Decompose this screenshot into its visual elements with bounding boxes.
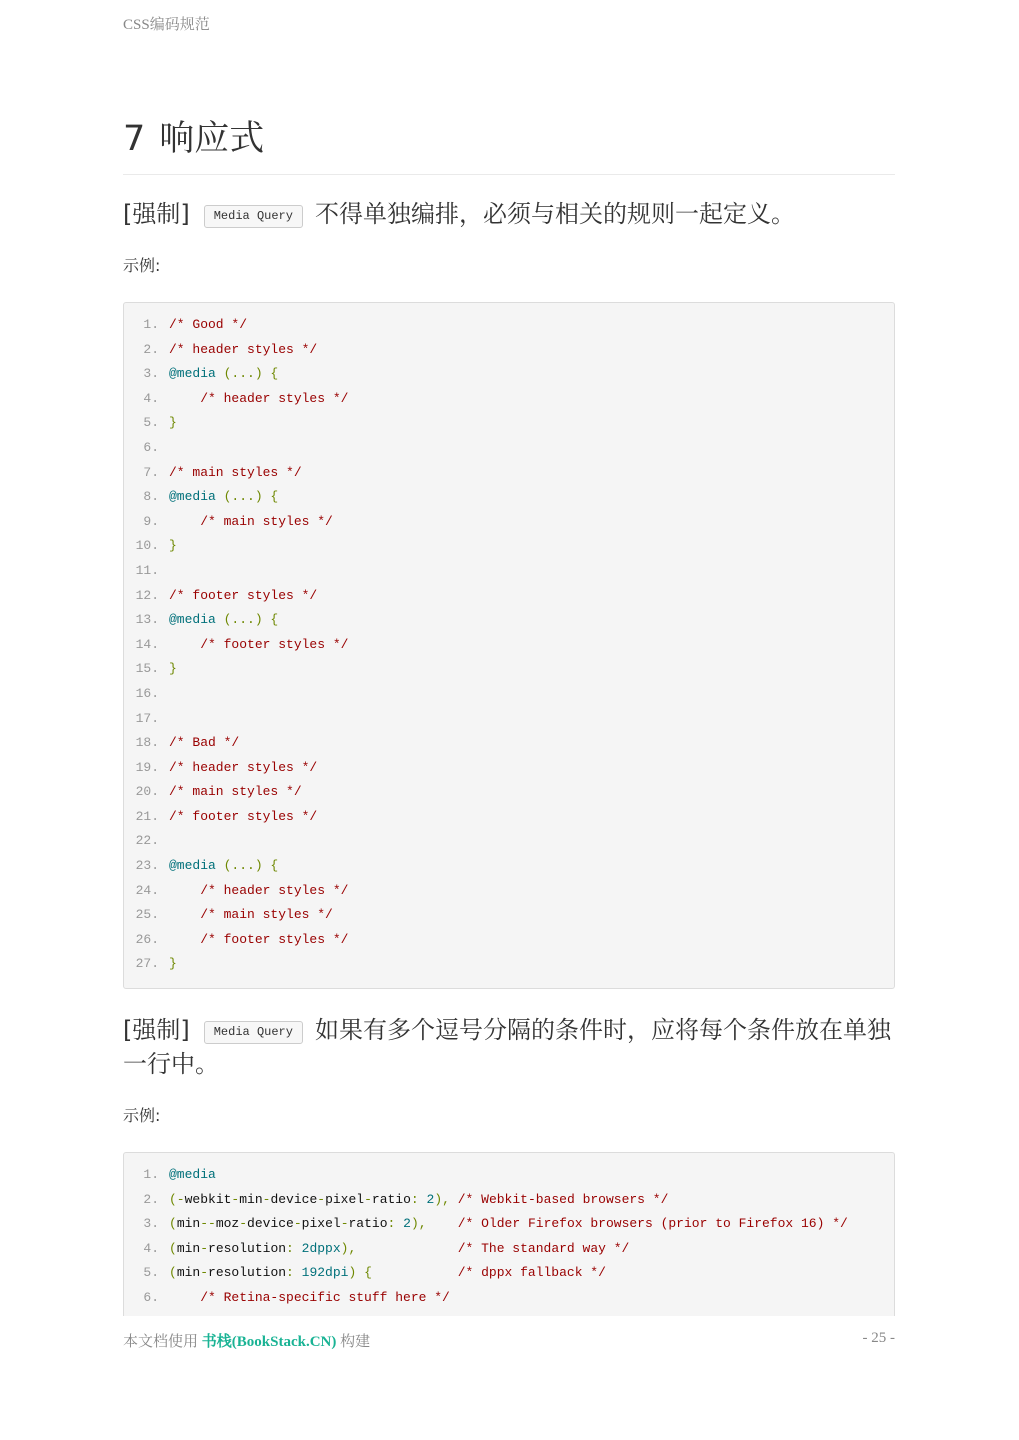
code-line: [124, 461, 894, 486]
code-token: /* Bad */: [169, 735, 240, 751]
code-token: webkit: [184, 1191, 232, 1207]
code-token: ratio: [371, 1191, 411, 1207]
code-token: :: [387, 1216, 404, 1232]
code-token: /* main styles */: [169, 464, 302, 480]
code-token: [216, 858, 224, 873]
example-label: 示例:: [123, 1106, 161, 1126]
line-number: 5.: [143, 1265, 159, 1281]
code-token: 2: [426, 1191, 435, 1207]
footer-prefix: 本文档使用: [123, 1334, 202, 1350]
code-token: [169, 637, 200, 652]
code-token: 2: [403, 1216, 411, 1232]
line-number: 2.: [143, 341, 159, 357]
code-text: [169, 1286, 450, 1311]
page-number: - 25 -: [862, 1330, 895, 1346]
code-token: (...) {: [223, 858, 279, 874]
code-text: [169, 338, 317, 363]
section-title: 响应式: [159, 119, 265, 159]
code-text: [169, 633, 348, 658]
code-token: /* footer styles */: [169, 808, 318, 824]
code-line: [124, 608, 894, 633]
code-token: :: [286, 1265, 302, 1281]
rule-heading-1: [123, 197, 895, 231]
code-token: }: [169, 956, 177, 972]
code-line: [124, 1286, 894, 1311]
code-token: min: [176, 1265, 201, 1281]
code-line: [124, 584, 894, 609]
code-token: min: [239, 1191, 263, 1207]
code-token: [216, 366, 224, 381]
code-text: [169, 731, 239, 756]
code-token: /* Retina-specific stuff here */: [200, 1290, 450, 1305]
line-number: 17.: [135, 710, 159, 726]
footer-credit: [123, 1330, 370, 1351]
line-number: 8.: [143, 489, 159, 505]
line-number: 2.: [143, 1191, 159, 1207]
line-number: 21.: [135, 808, 159, 824]
code-text: [169, 411, 177, 436]
code-token: /* main styles */: [200, 907, 333, 923]
code-text: [169, 780, 302, 805]
code-token: /* header styles */: [169, 341, 318, 357]
code-token: -: [340, 1216, 349, 1232]
line-number: 1.: [143, 1167, 159, 1183]
code-token: pixel: [325, 1191, 365, 1207]
line-number: 12.: [135, 587, 159, 603]
code-token: /* dppx fallback */: [457, 1265, 606, 1281]
code-text: [169, 1261, 606, 1286]
code-token: -: [364, 1191, 372, 1207]
code-text: [169, 313, 247, 338]
code-token: -: [293, 1216, 302, 1232]
code-line: [124, 387, 894, 412]
code-token: min: [176, 1216, 201, 1232]
code-token: [169, 391, 200, 406]
code-token: @media: [169, 366, 216, 382]
inline-code-badge: Media Query: [204, 1021, 303, 1044]
code-token: :: [286, 1240, 302, 1256]
footer-brand-link[interactable]: 书栈(BookStack.CN): [201, 1334, 337, 1350]
code-block-grouped-media: [123, 302, 895, 989]
code-line: [124, 411, 894, 436]
code-text: [169, 805, 317, 830]
code-token: resolution: [208, 1240, 287, 1256]
code-token: (...) {: [223, 366, 279, 382]
code-line: [124, 829, 894, 854]
rule-heading-2: [123, 1013, 895, 1081]
code-token: -: [317, 1191, 326, 1207]
code-line: [124, 805, 894, 830]
code-line: [124, 534, 894, 559]
code-token: (...) {: [223, 612, 279, 628]
line-number: 27.: [135, 956, 159, 972]
code-token: /* header styles */: [200, 882, 349, 898]
code-token: -: [239, 1216, 248, 1232]
code-token: min: [176, 1240, 201, 1256]
code-line: [124, 313, 894, 338]
code-token: (: [169, 1216, 177, 1232]
rule-text: 不得单独编排，必须与相关的规则一起定义。: [314, 200, 795, 228]
line-number: 3.: [143, 1216, 159, 1232]
code-token: -: [231, 1191, 240, 1207]
code-line: [124, 756, 894, 781]
code-token: (...) {: [223, 489, 279, 505]
code-line: [124, 510, 894, 535]
code-text: [169, 657, 177, 682]
code-token: -: [200, 1240, 209, 1256]
code-token: /* Webkit-based browsers */: [457, 1191, 669, 1207]
code-line: [124, 952, 894, 977]
code-token: /* main styles */: [200, 513, 333, 529]
line-number: 18.: [135, 735, 159, 751]
code-line: [124, 707, 894, 732]
code-token: ),: [340, 1240, 458, 1256]
section-number: 7: [123, 119, 146, 159]
line-number: 25.: [135, 907, 159, 923]
line-number: 5.: [143, 415, 159, 431]
line-number: 11.: [135, 562, 159, 578]
line-number: 13.: [135, 612, 159, 628]
line-number: 10.: [135, 538, 159, 554]
example-label: 示例:: [123, 256, 161, 275]
code-token: ),: [434, 1191, 458, 1207]
code-line: [124, 854, 894, 879]
code-token: /* main styles */: [169, 784, 302, 800]
code-token: [169, 1290, 200, 1305]
code-text: [169, 387, 348, 412]
code-text: [169, 461, 302, 486]
code-token: [216, 612, 224, 627]
code-token: [169, 907, 200, 922]
code-line: [124, 1163, 894, 1188]
line-number: 15.: [135, 661, 159, 677]
code-line: [124, 1212, 894, 1237]
code-token: @media: [169, 612, 216, 628]
code-token: :: [410, 1191, 427, 1207]
code-token: 192dpi: [301, 1265, 349, 1281]
code-token: -: [262, 1191, 271, 1207]
code-text: [169, 903, 333, 928]
code-token: /* footer styles */: [200, 636, 349, 652]
code-text: [169, 510, 333, 535]
code-token: [216, 489, 224, 504]
line-number: 4.: [143, 1240, 159, 1256]
code-token: @media: [169, 1167, 216, 1183]
line-number: 3.: [143, 366, 159, 382]
code-token: --: [200, 1216, 216, 1232]
rule-tag: [强制]: [123, 200, 190, 228]
line-number: 24.: [135, 882, 159, 898]
line-number: 4.: [143, 390, 159, 406]
code-token: @media: [169, 489, 216, 505]
code-line: [124, 436, 894, 461]
code-token: }: [169, 415, 177, 431]
code-line: [124, 338, 894, 363]
code-line: [124, 682, 894, 707]
code-line: [124, 928, 894, 953]
code-token: /* Older Firefox browsers (prior to Firefox 16) */: [457, 1216, 848, 1232]
line-number: 14.: [135, 636, 159, 652]
code-line: [124, 780, 894, 805]
footer-suffix: 构建: [336, 1334, 371, 1350]
code-token: moz: [215, 1216, 240, 1232]
code-line: [124, 1188, 894, 1213]
page-content: [123, 100, 895, 1316]
code-token: (: [169, 1240, 177, 1256]
code-token: device: [247, 1216, 294, 1232]
code-line: [124, 903, 894, 928]
code-line: [124, 485, 894, 510]
code-text: [169, 1163, 216, 1188]
code-token: ),: [410, 1216, 458, 1232]
code-line: [124, 657, 894, 682]
code-line: [124, 633, 894, 658]
line-number: 9.: [143, 513, 159, 529]
code-token: /* Good */: [169, 317, 248, 332]
rule-text: 如果有多个逗号分隔的条件时，应将每个条件放在单独一行中。: [123, 1016, 891, 1079]
code-token: ) {: [348, 1265, 458, 1281]
code-token: /* header styles */: [169, 759, 318, 775]
line-number: 19.: [135, 759, 159, 775]
code-token: (: [169, 1265, 177, 1281]
section-heading: [123, 100, 895, 175]
code-token: }: [169, 538, 177, 554]
code-text: [169, 1188, 668, 1213]
code-token: [169, 883, 200, 898]
code-token: /* footer styles */: [200, 931, 349, 947]
code-token: -: [200, 1265, 209, 1281]
code-block-multiline-conditions: [123, 1152, 895, 1316]
code-text: [169, 1237, 629, 1262]
code-token: /* footer styles */: [169, 587, 318, 603]
line-number: 26.: [135, 931, 159, 947]
code-token: device: [270, 1191, 318, 1207]
code-line: [124, 362, 894, 387]
code-token: (-: [169, 1191, 185, 1207]
rule-tag: [强制]: [123, 1016, 190, 1045]
code-token: ratio: [348, 1216, 388, 1232]
line-number: 6.: [143, 1290, 159, 1305]
code-token: resolution: [208, 1265, 287, 1281]
code-text: [169, 952, 177, 977]
code-token: pixel: [301, 1216, 341, 1232]
code-token: /* The standard way */: [457, 1240, 630, 1256]
code-line: [124, 879, 894, 904]
code-text: [169, 362, 278, 387]
page-footer: [123, 1330, 895, 1351]
code-line: [124, 1237, 894, 1262]
code-token: @media: [169, 858, 216, 874]
line-number: 16.: [135, 685, 159, 701]
code-text: [169, 879, 348, 904]
code-line: [124, 731, 894, 756]
code-text: [169, 608, 278, 633]
code-token: }: [169, 661, 177, 677]
code-text: [169, 534, 177, 559]
code-token: /* header styles */: [200, 390, 349, 406]
code-text: [169, 756, 317, 781]
code-text: [169, 854, 278, 879]
code-token: [169, 932, 200, 947]
code-line: [124, 1261, 894, 1286]
line-number: 1.: [143, 317, 159, 332]
line-number: 22.: [135, 833, 159, 849]
code-line: [124, 559, 894, 584]
inline-code-badge: Media Query: [204, 205, 303, 228]
line-number: 20.: [135, 784, 159, 800]
code-token: 2dppx: [301, 1240, 341, 1256]
code-text: [169, 584, 317, 609]
line-number: 23.: [135, 858, 159, 874]
code-text: [169, 928, 348, 953]
line-number: 7.: [143, 464, 159, 480]
running-header-title: CSS编码规范: [123, 17, 210, 33]
line-number: 6.: [143, 439, 159, 455]
code-text: [169, 1212, 848, 1237]
code-token: [169, 514, 200, 529]
code-text: [169, 485, 278, 510]
